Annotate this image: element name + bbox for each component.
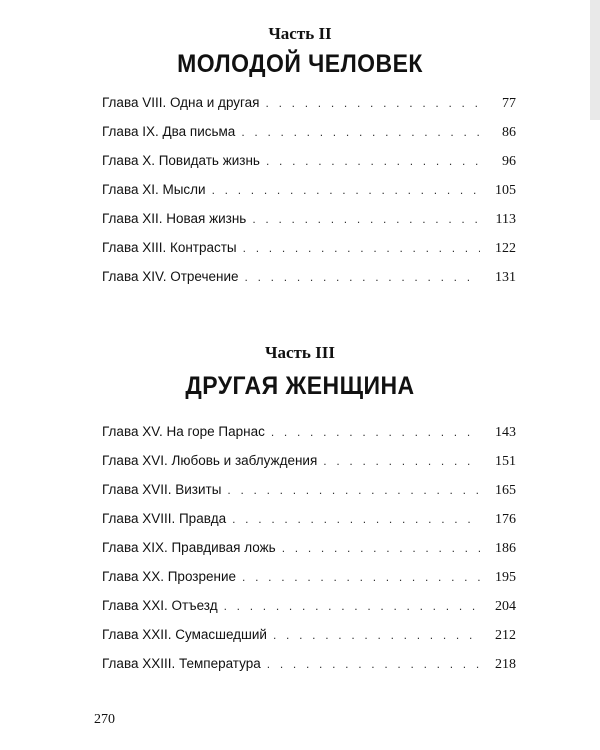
toc-entry xyxy=(102,569,516,598)
toc-entry xyxy=(102,240,516,269)
toc-entry xyxy=(102,598,516,627)
toc-entry xyxy=(102,211,516,240)
chapter-page-number: 131 xyxy=(495,270,516,285)
chapter-title: Глава XIX. Правдивая ложь xyxy=(102,540,276,555)
chapter-page-number: 176 xyxy=(495,512,516,527)
chapter-title: Глава XXI. Отъезд xyxy=(102,598,218,613)
toc-entry xyxy=(102,124,516,153)
dot-leader xyxy=(232,512,480,526)
chapter-title: Глава XI. Мысли xyxy=(102,182,206,197)
toc-entry xyxy=(102,540,516,569)
dot-leader xyxy=(282,541,480,555)
dot-leader xyxy=(266,154,480,168)
toc-entry xyxy=(102,153,516,182)
part-label: Часть III xyxy=(265,343,335,362)
toc-entry xyxy=(102,182,516,211)
part-title: ДРУГАЯ ЖЕНЩИНА xyxy=(185,372,415,400)
chapter-page-number: 165 xyxy=(495,483,516,498)
chapter-page-number: 204 xyxy=(495,599,516,614)
chapter-page-number: 122 xyxy=(495,241,516,256)
page-edge-shadow xyxy=(590,0,600,120)
chapter-page-number: 186 xyxy=(495,541,516,556)
dot-leader xyxy=(266,96,481,110)
dot-leader xyxy=(212,183,480,197)
dot-leader xyxy=(245,270,480,284)
chapter-page-number: 212 xyxy=(495,628,516,643)
chapter-title: Глава IX. Два письма xyxy=(102,124,236,139)
toc-entry xyxy=(102,482,516,511)
dot-leader xyxy=(273,628,480,642)
dot-leader xyxy=(224,599,480,613)
chapter-page-number: 143 xyxy=(495,425,516,440)
toc-entry xyxy=(102,95,516,124)
chapter-title: Глава XV. На горе Парнас xyxy=(102,424,265,439)
dot-leader xyxy=(241,125,480,139)
chapter-title: Глава XVII. Визиты xyxy=(102,482,222,497)
chapter-title: Глава XII. Новая жизнь xyxy=(102,211,247,226)
toc-entry xyxy=(102,656,516,685)
chapter-title: Глава XIV. Отречение xyxy=(102,269,239,284)
page-number: 270 xyxy=(94,712,115,727)
toc-entry xyxy=(102,627,516,656)
chapter-title: Глава XVI. Любовь и заблуждения xyxy=(102,453,318,468)
chapter-page-number: 86 xyxy=(502,125,516,140)
dot-leader xyxy=(227,483,480,497)
dot-leader xyxy=(252,212,480,226)
toc-entry xyxy=(102,269,516,298)
chapter-page-number: 96 xyxy=(502,154,516,169)
chapter-title: Глава X. Повидать жизнь xyxy=(102,153,260,168)
toc-entry xyxy=(102,511,516,540)
toc-entry xyxy=(102,424,516,453)
chapter-page-number: 151 xyxy=(495,454,516,469)
chapter-title: Глава XXII. Сумасшедший xyxy=(102,627,267,642)
chapter-title: Глава XIII. Контрасты xyxy=(102,240,237,255)
chapter-title: Глава VIII. Одна и другая xyxy=(102,95,260,110)
chapter-title: Глава XVIII. Правда xyxy=(102,511,227,526)
part-title: МОЛОДОЙ ЧЕЛОВЕК xyxy=(177,50,423,78)
chapter-page-number: 218 xyxy=(495,657,516,672)
chapter-page-number: 77 xyxy=(502,96,516,111)
toc-list xyxy=(102,424,516,685)
dot-leader xyxy=(242,570,480,584)
chapter-page-number: 105 xyxy=(495,183,516,198)
toc-entry xyxy=(102,453,516,482)
dot-leader xyxy=(323,454,480,468)
chapter-page-number: 113 xyxy=(495,212,516,227)
dot-leader xyxy=(267,657,480,671)
dot-leader xyxy=(271,425,480,439)
chapter-page-number: 195 xyxy=(495,570,516,585)
chapter-title: Глава XX. Прозрение xyxy=(102,569,237,584)
chapter-title: Глава XXIII. Температура xyxy=(102,656,261,671)
dot-leader xyxy=(243,241,480,255)
toc-list xyxy=(102,95,516,298)
part-label: Часть II xyxy=(268,24,332,43)
